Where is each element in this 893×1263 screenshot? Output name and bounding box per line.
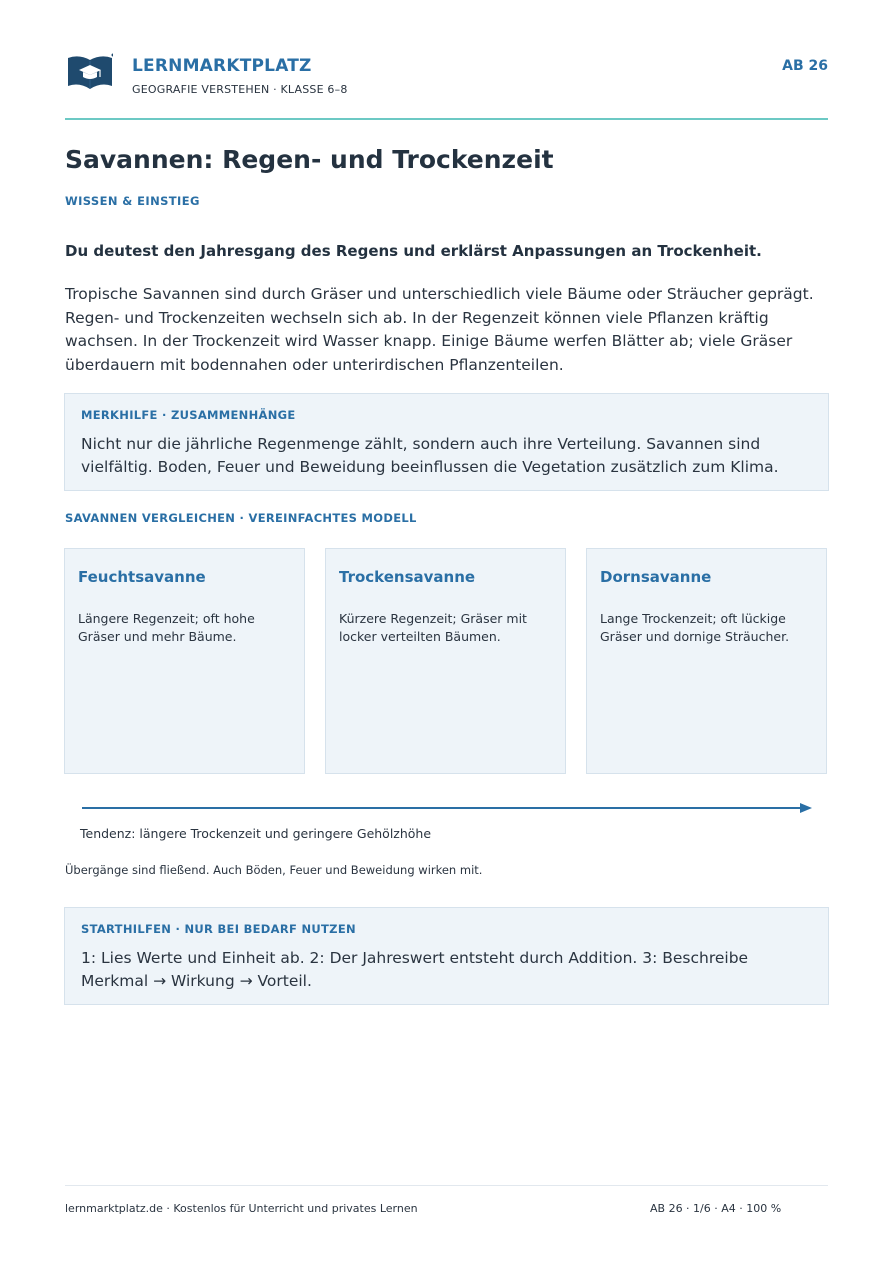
sheet-id: AB 26	[782, 58, 828, 74]
card-text: Längere Regenzeit; oft hohe Gräser und mehr Bäume.	[78, 611, 255, 644]
card-title: Feuchtsavanne	[78, 568, 206, 586]
header-divider	[65, 118, 828, 120]
page-header	[65, 50, 828, 100]
card-feuchtsavanne	[64, 548, 305, 774]
learning-goal: Du deutest den Jahresgang des Regens und erklärst Anpassungen an Trockenheit.	[65, 242, 762, 260]
starthilfen-label: STARTHILFEN · NUR BEI BEDARF NUTZEN	[81, 922, 356, 936]
card-dornsavanne	[586, 548, 827, 774]
tendency-caption: Tendenz: längere Trockenzeit und geringere Gehölzhöhe	[80, 826, 432, 841]
footer-page-info: AB 26 · 1/6 · A4 · 100 %	[650, 1202, 782, 1215]
card-text: Lange Trockenzeit; oft lückige Gräser und dornige Sträucher.	[600, 611, 790, 644]
card-trockensavanne	[325, 548, 566, 774]
graduation-book-icon	[67, 52, 113, 92]
page-title: Savannen: Regen- und Trockenzeit	[65, 145, 554, 174]
card-text: Kürzere Regenzeit; Gräser mit locker verteilten Bäumen.	[339, 611, 527, 644]
card-title: Trockensavanne	[339, 568, 476, 586]
merkhilfe-label: MERKHILFE · ZUSAMMENHÄNGE	[81, 408, 296, 422]
merkhilfe-text: Nicht nur die jährliche Regenmenge zählt, sondern auch ihre Verteilung. Savannen sind vielfältig. Boden, Feuer und Beweidung beeinflussen die Vegetation zusätzlich zum Klima.	[81, 435, 779, 476]
merkhilfe-box	[64, 393, 829, 491]
subject-subtitle: GEOGRAFIE VERSTEHEN · KLASSE 6–8	[132, 83, 348, 96]
footer-source: lernmarktplatz.de · Kostenlos für Unterricht und privates Lernen	[65, 1202, 418, 1215]
card-title: Dornsavanne	[600, 568, 712, 586]
footer-divider	[65, 1185, 828, 1186]
intro-paragraph: Tropische Savannen sind durch Gräser und unterschiedlich viele Bäume oder Sträucher geprägt. Regen- und Trockenzeiten wechseln sich ab. In der Regenzeit können viele Pflanzen kräftig wachsen. In der Trockenzeit wird Wasser knapp. Einige Bäume werfen Blätter ab; viele Gräser überdauern mit bodennahen oder unterirdischen Pflanzenteilen.	[65, 285, 814, 374]
tendency-arrow-icon	[82, 800, 814, 816]
starthilfen-box	[64, 907, 829, 1005]
brand-name: LERNMARKTPLATZ	[132, 56, 312, 76]
section-tag: WISSEN & EINSTIEG	[65, 194, 200, 208]
starthilfen-text: 1: Lies Werte und Einheit ab. 2: Der Jahreswert entsteht durch Addition. 3: Beschreibe Merkmal → Wirkung → Vorteil.	[81, 949, 749, 990]
transition-note: Übergänge sind fließend. Auch Böden, Feuer und Beweidung wirken mit.	[65, 863, 483, 877]
compare-label: SAVANNEN VERGLEICHEN · VEREINFACHTES MODELL	[65, 511, 417, 525]
